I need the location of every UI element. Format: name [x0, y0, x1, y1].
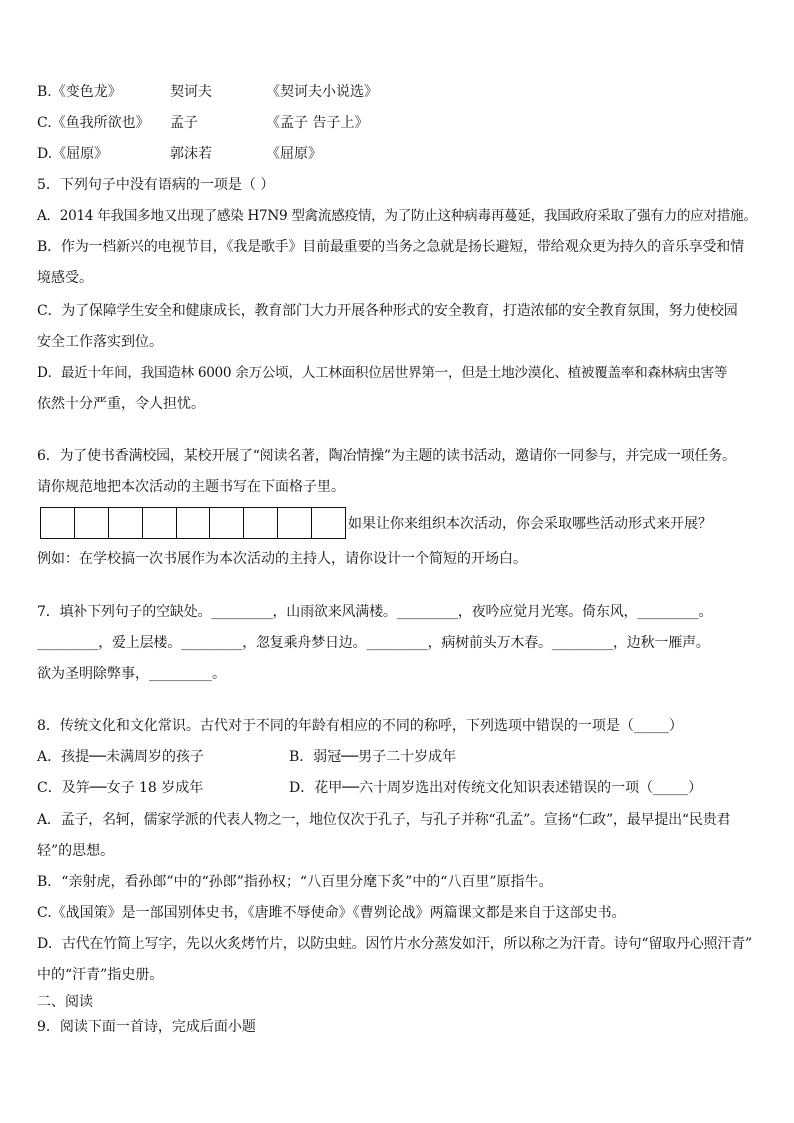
q5-option-a: A．2014 年我国多地又出现了感染 H7N9 型禽流感疫情，为了防止这种病毒再蔓延，我国政府采取了强有力的应对措施。	[37, 208, 757, 224]
section-title-reading: 二、阅读	[37, 994, 93, 1010]
q5-option-c-line2: 安全工作落实到位。	[37, 334, 163, 350]
grid-cell[interactable]	[312, 508, 346, 538]
grid-cell[interactable]	[41, 508, 75, 538]
q5-option-b-line1: B．作为一档新兴的电视节目，《我是歌手》目前最重要的当务之急就是扬长避短，带给观众更为持久的音乐享受和情	[37, 239, 744, 255]
q8-sub-d-line1: D．古代在竹简上写字，先以火炙烤竹片，以防虫蛀。因竹片水分蒸发如汗，所以称之为汗青。诗句“留取丹心照汗青”	[37, 936, 752, 952]
q8-option-a: A．孩提──未满周岁的孩子	[37, 749, 204, 765]
q8-sub-a-line1: A．孟子，名轲，儒家学派的代表人物之一，地位仅次于孔子，与孔子并称“孔孟”。宣扬“仁政”，最早提出“民贵君	[37, 812, 731, 828]
q9-stem: 9．阅读下面一首诗，完成后面小题	[37, 1019, 256, 1035]
q5-stem: 5．下列句子中没有语病的一项是（ ）	[37, 177, 275, 193]
grid-cell[interactable]	[109, 508, 143, 538]
q6-stem-line1: 6．为了使书香满校园，某校开展了“阅读名著，陶冶情操”为主题的读书活动，邀请你一同参与，并完成一项任务。	[37, 448, 736, 464]
q7-line2: _________，爱上层楼。_________，忽复乘舟梦日边。_________，病树前头万木春。_________，边秋一雁声。	[37, 635, 710, 651]
q8-sub-d-line2: 中的“汗青”指史册。	[37, 967, 164, 983]
option-author: 契诃夫	[170, 84, 212, 100]
q8-option-b: B．弱冠──男子二十岁成年	[289, 749, 457, 765]
option-author: 孟子	[170, 115, 198, 131]
q8-option-c: C．及笄──女子 18 岁成年	[37, 780, 204, 796]
option-label: D.《屈原》	[37, 146, 109, 162]
option-source: 《契诃夫小说选》	[266, 84, 378, 100]
grid-cell[interactable]	[244, 508, 278, 538]
q8-sub-b: B．“亲射虎，看孙郎”中的“孙郎”指孙权；“八百里分麾下炙”中的“八百里”原指牛。	[37, 874, 553, 890]
q5-option-c-line1: C．为了保障学生安全和健康成长，教育部门大力开展各种形式的安全教育，打造浓郁的安全教育氛围，努力使校园	[37, 303, 738, 319]
q5-option-b-line2: 境感受。	[37, 270, 93, 286]
q6-stem-line2: 请你规范地把本次活动的主题书写在下面格子里。	[37, 479, 345, 495]
q5-option-d-line1: D．最近十年间，我国造林 6000 余万公顷，人工林面积位居世界第一，但是土地沙漠化、植被覆盖率和森林病虫害等	[37, 365, 728, 381]
q5-option-d-line2: 依然十分严重，令人担忧。	[37, 396, 205, 412]
q6-example: 例如：在学校搞一次书展作为本次活动的主持人，请你设计一个简短的开场白。	[37, 551, 527, 567]
option-source: 《屈原》	[266, 146, 322, 162]
grid-cell[interactable]	[278, 508, 312, 538]
grid-cell[interactable]	[210, 508, 244, 538]
theme-writing-grid[interactable]	[40, 507, 346, 539]
q6-after-grid: 如果让你来组织本次活动，你会采取哪些活动形式来开展？	[348, 516, 712, 532]
option-label: B.《变色龙》	[37, 84, 122, 100]
grid-cell[interactable]	[75, 508, 109, 538]
q8-sub-c: C.《战国策》是一部国别体史书，《唐雎不辱使命》《曹刿论战》两篇课文都是来自于这部史书。	[37, 905, 626, 921]
grid-cell[interactable]	[177, 508, 211, 538]
option-source: 《孟子 告子上》	[266, 115, 369, 131]
q7-line3: 欲为圣明除弊事，_________。	[37, 666, 226, 682]
option-label: C.《鱼我所欲也》	[37, 115, 150, 131]
q7-line1: 7．填补下列句子的空缺处。_________，山雨欲来风满楼。_________，夜吟应觉月光寒。倚东风，_________。	[37, 604, 713, 620]
q8-stem: 8．传统文化和文化常识。古代对于不同的年龄有相应的不同的称呼，下列选项中错误的一项是（_____）	[37, 718, 683, 734]
q8-option-d: D．花甲──六十周岁选出对传统文化知识表述错误的一项（_____）	[289, 780, 703, 796]
grid-cell[interactable]	[143, 508, 177, 538]
q8-sub-a-line2: 轻”的思想。	[37, 843, 115, 859]
option-author: 郭沫若	[170, 146, 212, 162]
